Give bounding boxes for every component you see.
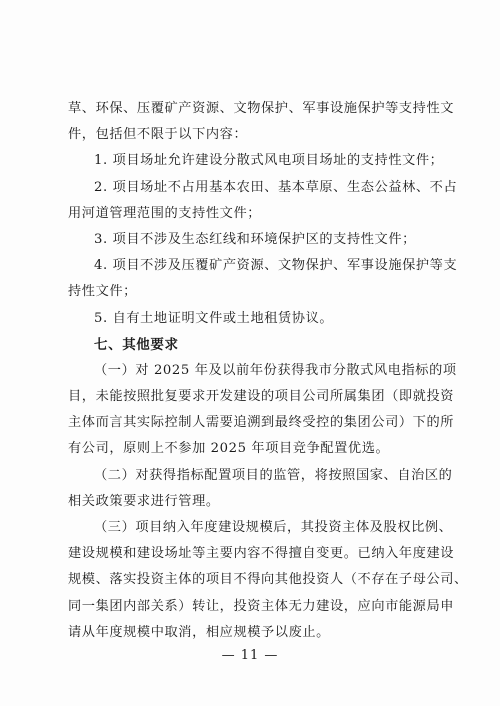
text-line: 5. 自有土地证明文件或土地租赁协议。 <box>94 310 334 326</box>
text-line: 持性文件； <box>68 284 137 300</box>
text-line: 2. 项目场址不占用基本农田、基本草原、生态公益林、不占 <box>94 179 458 195</box>
text-line: 件，包括但不限于以下内容： <box>68 127 248 143</box>
page-number: — 11 — <box>221 648 279 663</box>
text-line: 用河道管理范围的支持性文件； <box>68 205 262 221</box>
text-line: 主体而言其实际控制人需要追溯到最终受控的集团公司）下的所 <box>68 415 455 431</box>
text-line: 4. 项目不涉及压覆矿产资源、文物保护、军事设施保护等支 <box>94 258 458 274</box>
text-line: 草、环保、压覆矿产资源、文物保护、军事设施保护等支持性文 <box>68 101 455 116</box>
document-body <box>68 96 468 646</box>
text-line: 有公司，原则上不参加 2025 年项目竞争配置优选。 <box>68 441 390 457</box>
text-line: 建设规模和建设场址等主要内容不得擅自变更。已纳入年度建设 <box>68 546 455 562</box>
text-line: （三）项目纳入年度建设规模后，其投资主体及股权比例、 <box>94 520 453 535</box>
section-heading: 七、其他要求 <box>94 336 179 353</box>
text-line: 目，未能按照批复要求开发建设的项目公司所属集团（即就投资 <box>68 389 455 405</box>
text-line: 1. 项目场址允许建设分散式风电项目场址的支持性文件； <box>94 153 444 169</box>
text-line: 同一集团内部关系）转让，投资主体无力建设，应向市能源局申 <box>68 598 455 614</box>
text-line: 3. 项目不涉及生态红线和环境保护区的支持性文件； <box>94 231 416 247</box>
text-line: 规模、落实投资主体的项目不得向其他投资人（不存在子母公司、 <box>68 572 468 588</box>
text-line: 相关政策要求进行管理。 <box>68 493 220 509</box>
text-line: 请从年度规模中取消，相应规模予以废止。 <box>68 624 330 640</box>
text-line: （二）对获得指标配置项目的监管，将按照国家、自治区的 <box>94 467 453 483</box>
text-line: （一）对 2025 年及以前年份获得我市分散式风电指标的项 <box>94 362 457 378</box>
